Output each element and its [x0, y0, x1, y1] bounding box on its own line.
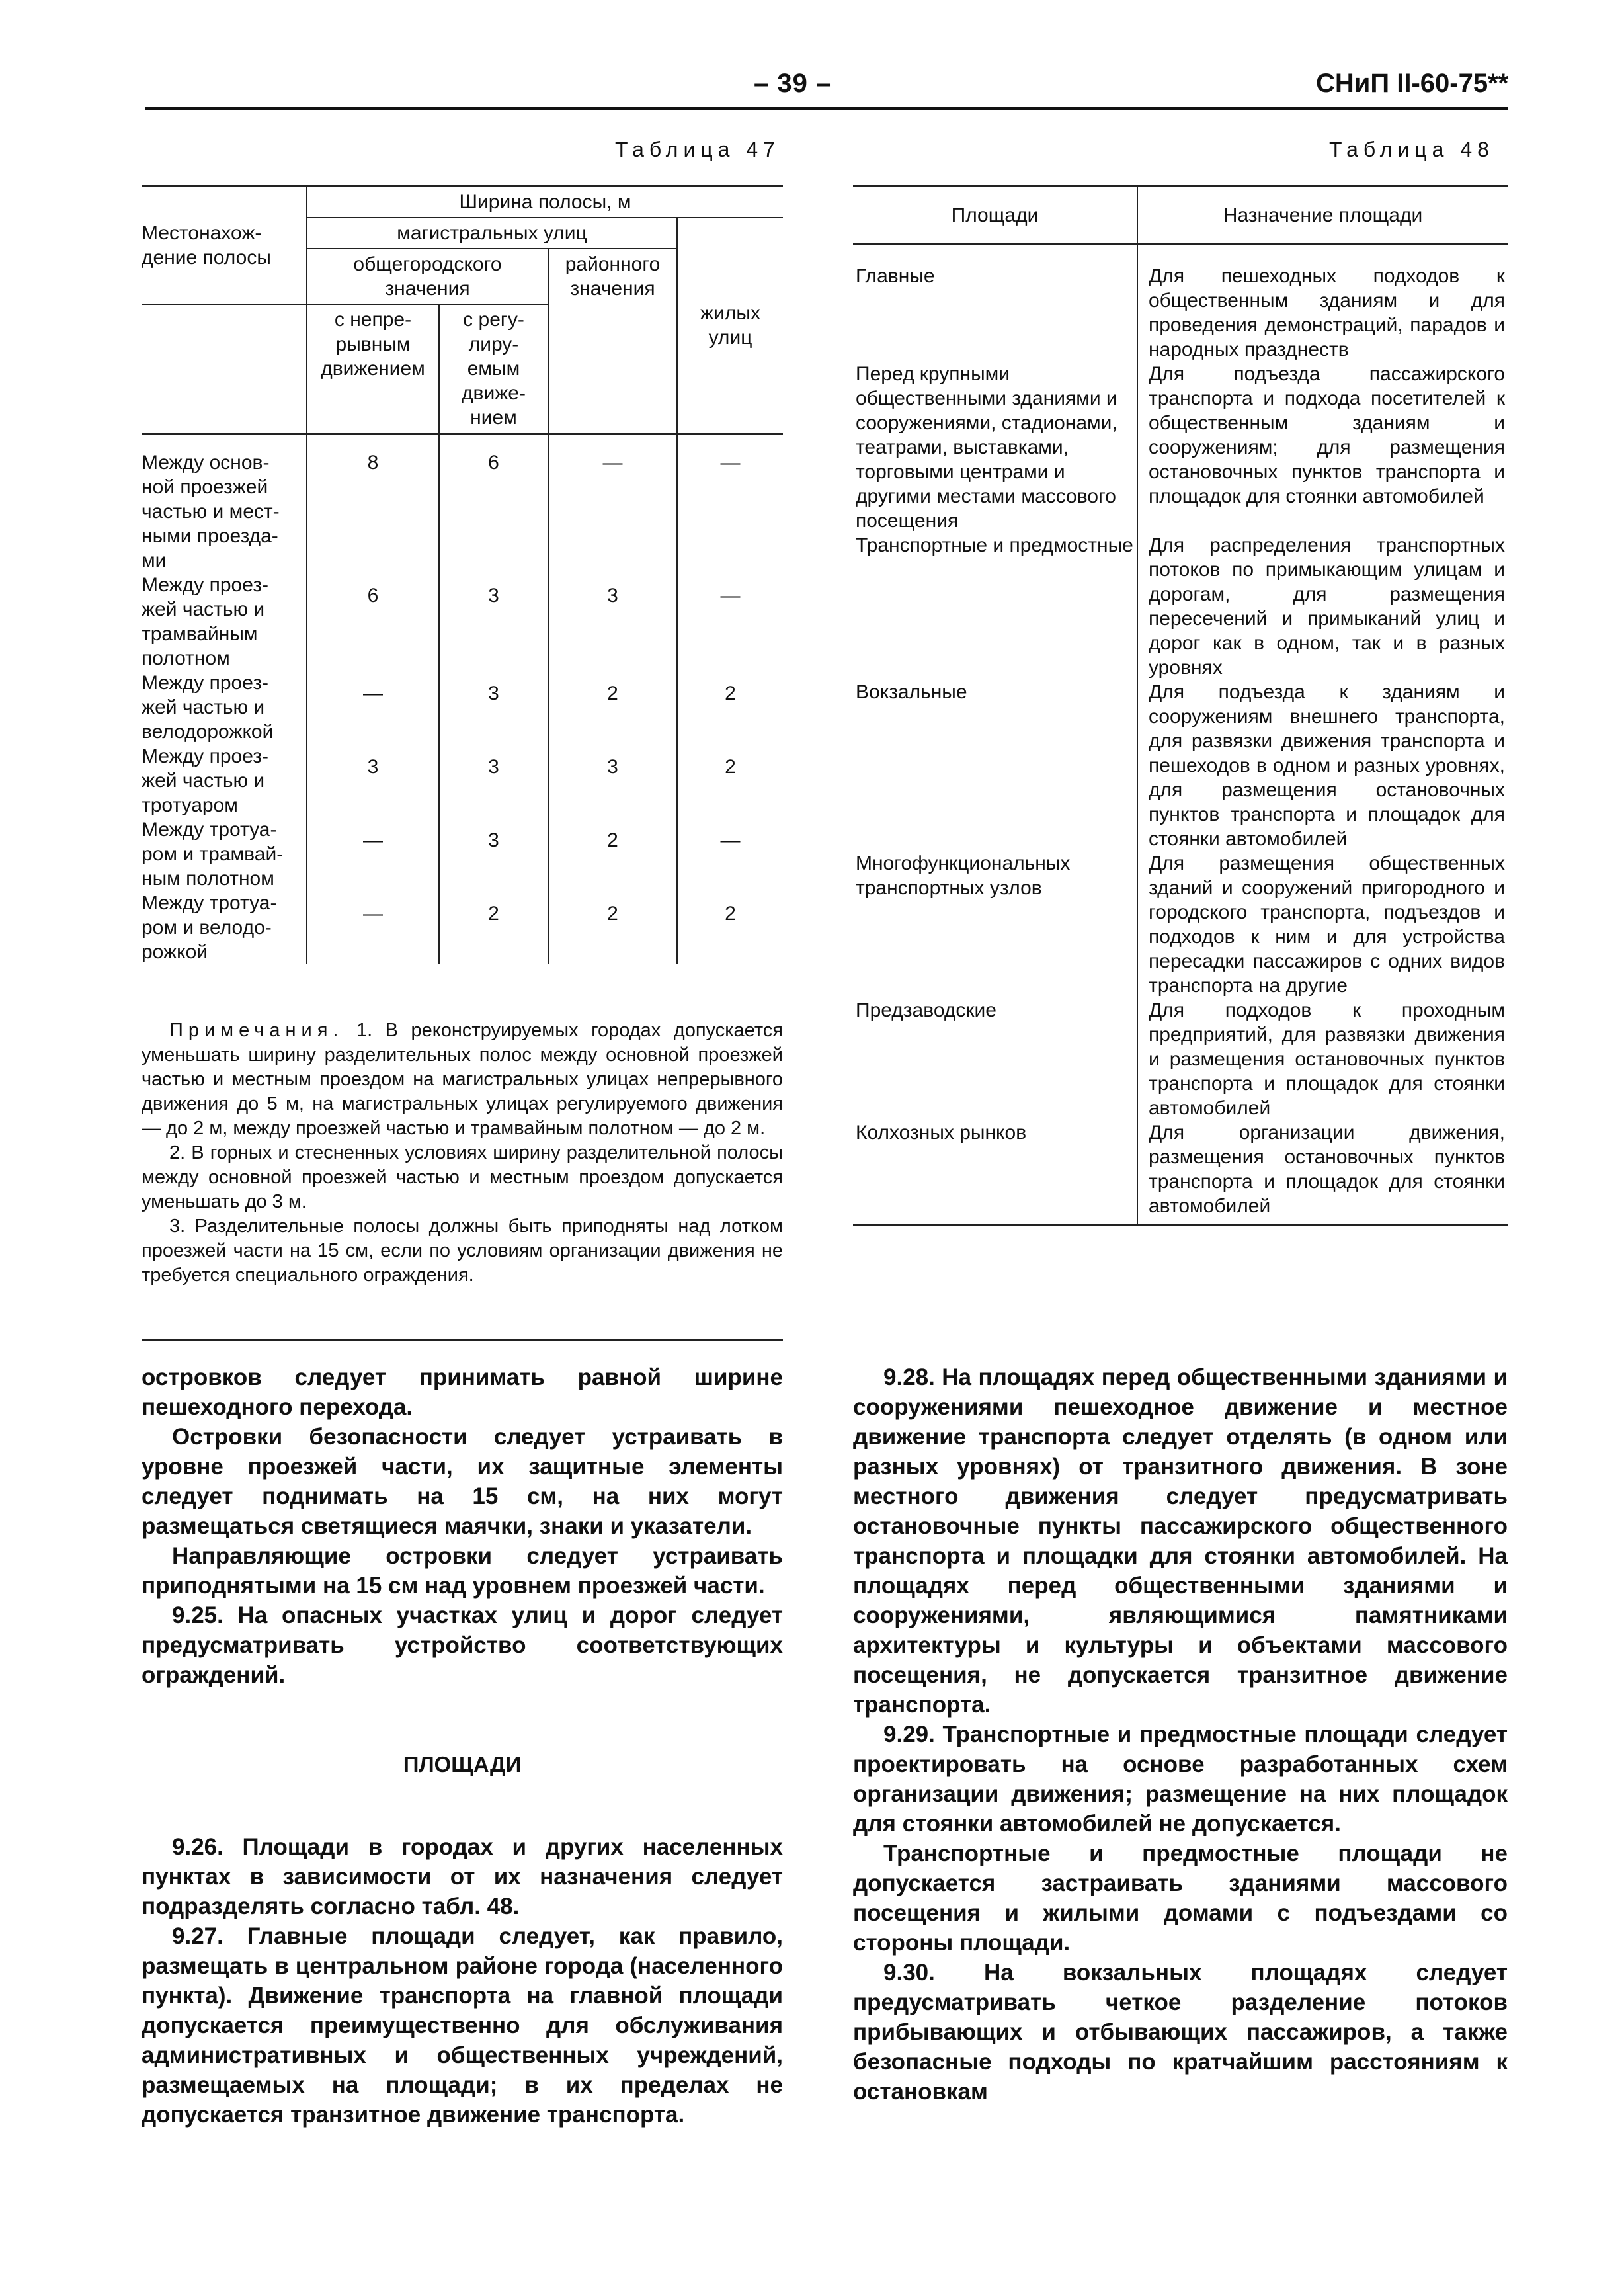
header-squares: Площади: [853, 187, 1137, 245]
table-48-caption: Таблица 48: [1329, 138, 1494, 161]
section-heading: ПЛОЩАДИ: [403, 1752, 522, 1776]
header-rule: [145, 107, 1508, 110]
table-row: [142, 817, 783, 891]
page-number: – 39 –: [754, 69, 832, 98]
table-row: [853, 533, 1508, 680]
cell: —: [677, 817, 783, 891]
header-main-streets: магистральных улиц: [307, 218, 677, 249]
header-district: районного значения: [548, 249, 677, 434]
cell: 2: [548, 891, 677, 964]
square-type: Колхозных рынков: [853, 1120, 1137, 1225]
cell: 2: [677, 744, 783, 817]
table-row: [853, 680, 1508, 851]
table-row: [142, 744, 783, 817]
row-name: Между проез- жей частью и тротуаром: [142, 744, 307, 817]
square-purpose: Для подъезда к зданиям и сооружениям внешнего транспорта, для развязки движения транспорта и пешеходов в одном и разных уровнях, для размещения остановочных пунктов транспорта и площадок для стоянки автомобилей: [1137, 680, 1508, 851]
cell: 2: [548, 817, 677, 891]
table-row: [853, 851, 1508, 998]
paragraph: 9.28. На площадях перед общественными зданиями и сооружениями пешеходное движение и местное движение транспорта следует отделять (в одном или разных уровнях) от транзитного движения. В зоне местного движения следует предусматривать остановочные пункты пассажирского общественного транспорта и площадки для стоянки автомобилей. На площадях перед общественными зданиями и сооружениями, являющимися памятниками архитектуры и культуры и объектами массового посещения, не допускается транзитное движение транспорта.: [853, 1364, 1508, 1718]
document-code: СНиП II-60-75**: [1316, 69, 1509, 98]
note-2: 2. В горных и стесненных условиях ширину разделительной полосы между основной проезжей частью и местным проездом допускается уменьшать до 3 м.: [142, 1142, 783, 1212]
header-continuous: с непре- рывным движением: [307, 304, 439, 434]
row-name: Между проез- жей частью и велодорожкой: [142, 671, 307, 744]
note-1: [142, 1019, 783, 1141]
body-right-column: [853, 1362, 1508, 2107]
cell: 2: [677, 671, 783, 744]
square-type: Главные: [856, 265, 935, 287]
paragraph: 9.25. На опасных участках улиц и дорог следует предусматривать устройство соответствующих ограждений.: [142, 1603, 783, 1688]
row-name: Между основ- ной проезжей частью и мест- ными проезда- ми: [142, 434, 307, 573]
cell: 3: [439, 573, 548, 671]
note-1-text: 1. В реконструируемых городах допускается уменьшать ширину разделительных полос между основной проезжей частью и местным проездом на магистральных улицах непрерывного движения до 5 м, на магистральных улицах регулируемого движения — до 2 м, между проезжей частью и трамвайным полотном — до 2 м.: [142, 1020, 783, 1139]
cell: —: [307, 671, 439, 744]
table-row: [142, 891, 783, 964]
cell: 8: [307, 434, 439, 573]
notes-label: Примечания.: [169, 1020, 344, 1041]
body-left-column: [142, 1362, 783, 2130]
cell: —: [677, 573, 783, 671]
cell: 3: [439, 671, 548, 744]
square-type: Перед крупными общественными зданиями и сооружениями, стадионами, театрами, выставками, торговыми центрами и другими местами массового посещения: [856, 363, 1117, 532]
paragraph: Транспортные и предмостные площади не допускается застраивать зданиями массового посещения и жилыми домами с подъездами со стороны площади.: [853, 1841, 1508, 1956]
table-row: [142, 573, 783, 671]
cell: 3: [548, 744, 677, 817]
paragraph: островков следует принимать равной ширине пешеходного перехода.: [142, 1364, 783, 1420]
paragraph: Направляющие островки следует устраивать приподнятыми на 15 см над уровнем проезжей части.: [142, 1543, 783, 1599]
header-citywide: общегородского значения: [307, 249, 548, 304]
notes-rule: [142, 1339, 783, 1341]
cell: 2: [677, 891, 783, 964]
square-purpose: Для организации движения, размещения остановочных пунктов транспорта и площадок для стоянки автомобилей: [1137, 1120, 1508, 1225]
row-name: Между тротуа- ром и велодо- рожкой: [142, 891, 307, 964]
square-purpose: Для подходов к проходным предприятий, для развязки движения и размещения остановочных пунктов транспорта и площадок для стоянки автомобилей: [1137, 998, 1508, 1120]
header-regulated: с регу- лиру- емым движе- нием: [439, 304, 548, 434]
table-48: [853, 185, 1508, 1226]
row-name: Между тротуа- ром и трамвай- ным полотном: [142, 817, 307, 891]
table-47-notes: [142, 1019, 783, 1288]
cell: 2: [439, 891, 548, 964]
row-name: Между проез- жей частью и трамвайным полотном: [142, 573, 307, 671]
square-type: Транспортные и предмостные: [856, 534, 1133, 556]
cell: —: [548, 434, 677, 573]
paragraph: 9.29. Транспортные и предмостные площади следует проектировать на основе разработанных схем организации движения; размещение на них площадок для стоянки автомобилей не допускается.: [853, 1722, 1508, 1837]
cell: 3: [439, 817, 548, 891]
square-purpose: Для размещения общественных зданий и сооружений пригородного и городского транспорта, подъездов и подходов к ним и для устройства пересадки пассажиров с одних видов транспорта на другие: [1137, 851, 1508, 998]
header-width: Ширина полосы, м: [307, 187, 783, 218]
square-type: Многофункциональных транспортных узлов: [856, 853, 1071, 899]
table-row: [853, 1120, 1508, 1225]
square-purpose: Для распределения транспортных потоков по примыкающим улицам и дорогам, для размещения пересечений и примыканий улиц и дорог как в одном, так и в разных уровнях: [1137, 533, 1508, 680]
cell: 3: [439, 744, 548, 817]
table-row: [853, 362, 1508, 533]
cell: —: [307, 891, 439, 964]
table-row: [142, 671, 783, 744]
square-type: Предзаводские: [856, 999, 996, 1021]
paragraph: 9.30. На вокзальных площадях следует предусматривать четкое разделение потоков прибывающих и отбывающих пассажиров, а также безопасные подходы по кратчайшим расстояниям к остановкам: [853, 1960, 1508, 2105]
cell: 3: [307, 744, 439, 817]
note-3: 3. Разделительные полосы должны быть приподняты над лотком проезжей части на 15 см, если по условиям организации движения не требуется специального ограждения.: [142, 1216, 783, 1286]
header-location: Местонахож- дение полосы: [142, 187, 307, 305]
paragraph: 9.26. Площади в городах и других населенных пунктах в зависимости от их назначения следует подразделять согласно табл. 48.: [142, 1834, 783, 1919]
paragraph: 9.27. Главные площади следует, как правило, размещать в центральном районе города (населенного пункта). Движение транспорта на главной площади допускается преимущественно для обслуживания административных и общественных учреждений, размещаемых на площади; в их пределах не допускается транзитное движение транспорта.: [142, 1923, 783, 2128]
square-purpose: Для пешеходных подходов к общественным зданиям и для проведения демонстраций, парадов и народных празднеств: [1137, 245, 1508, 362]
paragraph: Островки безопасности следует устраивать в уровне проезжей части, их защитные элементы следует поднимать на 15 см, на них могут размещаться светящиеся маячки, знаки и указатели.: [142, 1424, 783, 1539]
square-purpose: Для подъезда пассажирского транспорта и подхода посетителей к общественным зданиям и сооружениям; для размещения остановочных пунктов транспорта и площадок для стоянки автомобилей: [1137, 362, 1508, 533]
cell: 3: [548, 573, 677, 671]
cell: 6: [439, 434, 548, 573]
cell: 2: [548, 671, 677, 744]
table-row: [853, 245, 1508, 362]
table-row: [853, 998, 1508, 1120]
header-residential: жилых улиц: [677, 218, 783, 434]
table-47-caption: Таблица 47: [615, 138, 780, 161]
square-type: Вокзальные: [856, 681, 967, 703]
header-purpose: Назначение площади: [1137, 187, 1508, 245]
table-47: [142, 185, 783, 964]
cell: —: [307, 817, 439, 891]
table-row: [142, 434, 783, 573]
cell: —: [677, 434, 783, 573]
cell: 6: [307, 573, 439, 671]
